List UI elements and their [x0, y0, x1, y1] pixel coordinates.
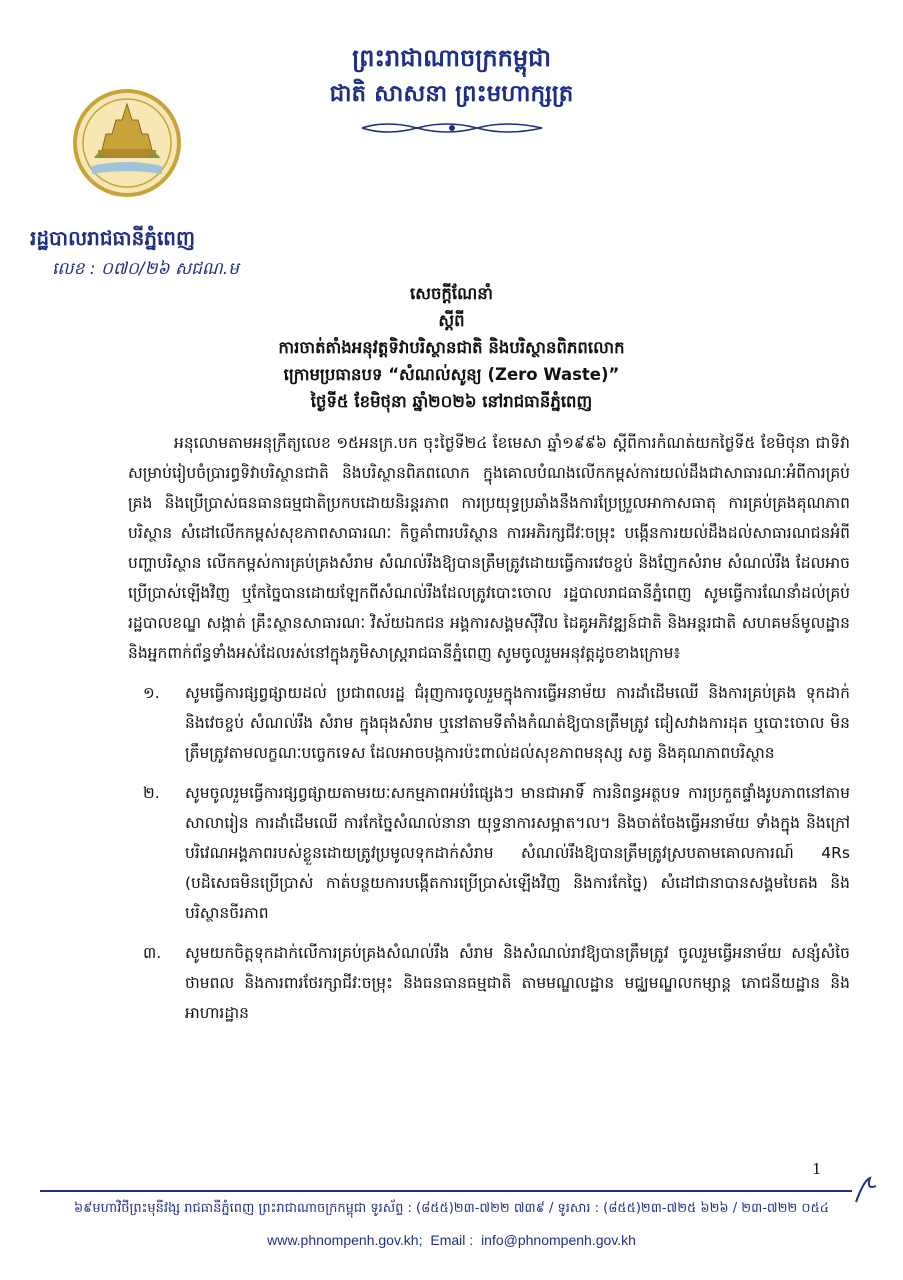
document-body	[128, 428, 850, 1038]
item-text: សូមយកចិត្តទុកដាក់លើការគ្រប់គ្រងសំណល់រឹង សំរាម និងសំណល់រាវឱ្យបានត្រឹមត្រូវ ចូលរួមធ្វើអនាម័យ សន្សំសំចៃថាមពល និងការពារថែរក្សាជីវៈចម្រុះ និងធនធានធម្មជាតិ តាមមណ្ឌលដ្ឋាន មជ្ឈមណ្ឌលកម្សាន្ត ភោជនីយដ្ឋាន និងអាហារដ្ឋាន	[185, 944, 850, 1022]
item-number: ៣.	[143, 944, 162, 962]
list-item	[143, 678, 850, 768]
kingdom-name: ព្រះរាជាណាចក្រកម្ពុជា	[352, 44, 551, 72]
title-subject: ការចាត់តាំងអនុវត្តទិវាបរិស្ថានជាតិ និងបរិស្ថានពិភពលោក	[278, 338, 625, 357]
website-link[interactable]: www.phnompenh.gov.kh;	[267, 1232, 423, 1248]
list-item	[143, 778, 850, 928]
item-text: សូមធ្វើការផ្សព្វផ្សាយដល់ ប្រជាពលរដ្ឋ ជំរុញការចូលរួមក្នុងការធ្វើអនាម័យ ការដាំដើមឈើ និងការគ្រប់គ្រង ទុកដាក់ និងវេចខ្ចប់ សំណល់រឹង សំរាម ក្នុងធុងសំរាម ឬនៅតាមទីតាំងកំណត់ឱ្យបានត្រឹមត្រូវ ជៀសវាងការដុត ឬបោះចោល មិនត្រឹមត្រូវតាមលក្ខណៈបច្ចេកទេស ដែលអាចបង្កការប៉ះពាល់ដល់សុខភាពមនុស្ស សត្វ និងគុណភាពបរិស្ថាន	[185, 684, 850, 762]
phnom-penh-seal-icon	[72, 88, 182, 198]
email-label: Email :	[430, 1232, 474, 1248]
item-number: ២.	[143, 784, 160, 802]
divider-ornament-icon	[357, 120, 547, 136]
item-number: ១.	[143, 684, 160, 702]
sender-authority: រដ្ឋបាលរាជធានីភ្នំពេញ	[30, 226, 196, 250]
national-motto: ជាតិ សាសនា ព្រះមហាក្សត្រ	[329, 81, 574, 107]
intro-paragraph: អនុលោមតាមអនុក្រឹត្យលេខ ១៥អនក្រ.បក ចុះថ្ងៃទី២៤ ខែមេសា ឆ្នាំ១៩៩៦ ស្តីពីការកំណត់យកថ្ងៃទី៥ ខែមិថុនា ជាទិវាសម្រាប់រៀបចំប្រារព្ធទិវាបរិស្ថានជាតិ និងបរិស្ថានពិភពលោក ក្នុងគោលបំណងលើកកម្ពស់ការយល់ដឹងជាសាធារណៈអំពីការគ្រប់គ្រង និងប្រើប្រាស់ធនធានធម្មជាតិប្រកបដោយនិរន្តរភាព ការប្រយុទ្ធប្រឆាំងនឹងការប្រែប្រួលអាកាសធាតុ ការគ្រប់គ្រងគុណភាពបរិស្ថាន សំដៅលើកកម្ពស់សុខភាពសាធារណៈ កិច្ចគាំពារបរិស្ថាន ការអភិរក្សជីវៈចម្រុះ បង្កើនការយល់ដឹងដល់សាធារណជនអំពីបញ្ហាបរិស្ថាន លើកកម្ពស់ការគ្រប់គ្រងសំរាម សំណល់រឹងឱ្យបានត្រឹមត្រូវដោយធ្វើការវេចខ្ចប់ និងញែកសំរាម សំណល់រឹង ដែលអាចប្រើប្រាស់ឡើងវិញ ឬកែច្នៃបានដោយឡែកពីសំណល់រឹងដែលត្រូវបោះចោល រដ្ឋបាលរាជធានីភ្នំពេញ សូមធ្វើការណែនាំដល់គ្រប់រដ្ឋបាលខណ្ឌ សង្កាត់ គ្រឹះស្ថានសាធារណៈ វិស័យឯកជន អង្គការសង្គមស៊ីវិល ដៃគូអភិវឌ្ឍន៍ជាតិ និងអន្តរជាតិ សហគមន៍មូលដ្ឋាន និងអ្នកពាក់ព័ន្ធទាំងអស់ដែលរស់នៅក្នុងភូមិសាស្ត្ររាជធានីភ្នំពេញ សូមចូលរួមអនុវត្តដូចខាងក្រោម៖	[128, 434, 850, 662]
footer-address: ៦៩មហាវិថីព្រះមុនីវង្ស រាជធានីភ្នំពេញ ព្រះរាជាណាចក្រកម្ពុជា ទូរស័ព្ទ : (៨៥៥)២៣-៧២២ ៧៣៩ / ទូរសារ : (៨៥៥)២៣-៧២៥ ៦២៦ / ២៣-៧២២ ០៥៤	[73, 1201, 830, 1216]
footer-divider	[40, 1190, 852, 1192]
list-item	[143, 938, 850, 1028]
document-type: សេចក្តីណែនាំ	[410, 284, 493, 303]
email-link[interactable]: info@phnompenh.gov.kh	[481, 1232, 636, 1248]
instruction-list	[128, 678, 850, 1028]
title-about: ស្តីពី	[438, 311, 465, 330]
item-text: សូមចូលរួមធ្វើការផ្សព្វផ្សាយតាមរយៈសកម្មភាពអប់រំផ្សេងៗ មានជាអាទិ៍ ការនិពន្ធអត្ថបទ ការប្រកួតផ្ទាំងរូបភាពនៅតាមសាលារៀន ការដាំដើមឈើ ការកែច្នៃសំណល់នានា យុទ្ធនាការសម្អាត។ល។ និងចាត់ចែងធ្វើអនាម័យ ទាំងក្នុង និងក្រៅបរិវេណអង្គភាពរបស់ខ្លួនដោយត្រូវប្រមូលទុកដាក់សំរាម សំណល់រឹងឱ្យបានត្រឹមត្រូវស្របតាមគោលការណ៍ 4Rs (បដិសេធមិនប្រើប្រាស់ កាត់បន្ថយការបង្កើតការប្រើប្រាស់ឡើងវិញ និងការកែច្នៃ) សំដៅជានាបានសង្គមបៃតង និងបរិស្ថានចីរភាព	[185, 784, 850, 922]
document-title-block	[0, 280, 903, 415]
title-theme: ក្រោមប្រធានបទ “សំណល់សូន្យ (Zero Waste)”	[283, 365, 620, 384]
footer-contacts	[0, 1232, 903, 1248]
page-number: 1	[812, 1160, 822, 1178]
title-date-place: ថ្ងៃទី៥ ខែមិថុនា ឆ្នាំ២០២៦ នៅរាជធានីភ្នំពេញ	[310, 392, 593, 411]
reference-number: លេខ : ០៧០/២៦ សជណ.ម	[52, 259, 239, 279]
